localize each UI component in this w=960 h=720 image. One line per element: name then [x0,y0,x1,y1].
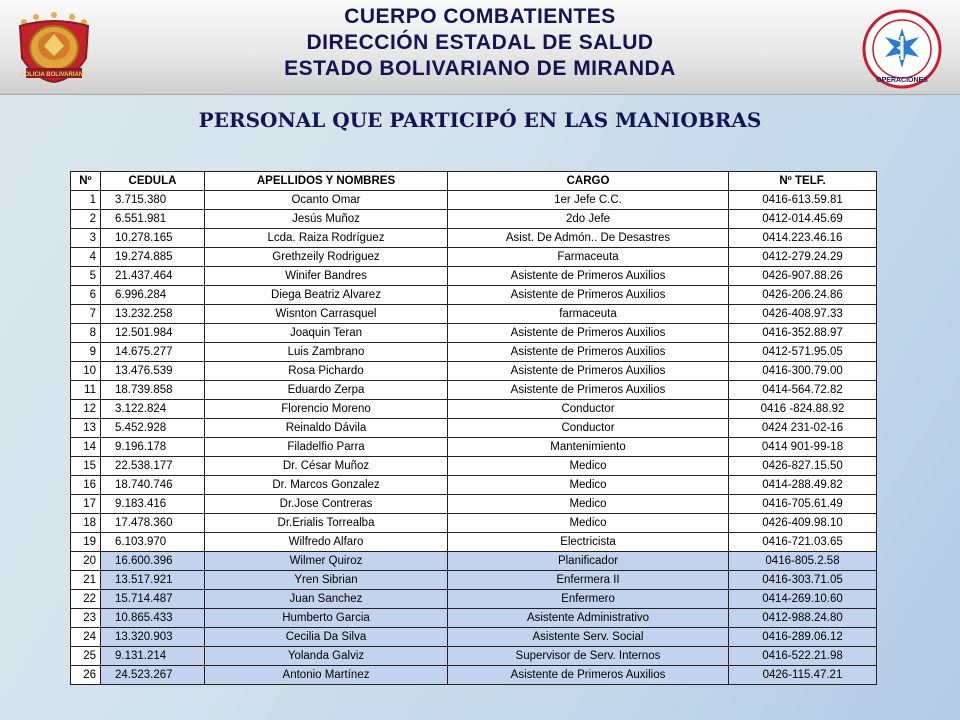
table-row [71,324,877,343]
row-phone: 0414-288.49.82 [729,476,877,495]
row-cedula: 9.196.178 [101,438,205,457]
row-phone: 0414-269.10.60 [729,590,877,609]
row-phone: 0412-279.24.29 [729,248,877,267]
row-name: Diega Beatriz Alvarez [205,286,448,305]
police-shield-logo [14,12,94,84]
row-phone: 0412-014.45.69 [729,210,877,229]
operations-emblem-logo [858,8,946,90]
table-row [71,476,877,495]
row-cargo: Medico [448,476,729,495]
row-cedula: 18.740.746 [101,476,205,495]
row-name: Dr.Erialis Torrealba [205,514,448,533]
row-phone: 0426-827.15.50 [729,457,877,476]
table-row [71,533,877,552]
header-phone: Nº TELF. [729,172,877,191]
row-number: 16 [71,476,101,495]
header-titles [180,4,780,82]
table-row [71,343,877,362]
row-name: Grethzeily Rodriguez [205,248,448,267]
row-cargo: 2do Jefe [448,210,729,229]
row-phone: 0416-522.21.98 [729,647,877,666]
row-number: 15 [71,457,101,476]
row-cedula: 13.232.258 [101,305,205,324]
table-row [71,666,877,685]
left-logo-text: POLICIA BOLIVARIANA [20,72,88,78]
table-row [71,210,877,229]
row-phone: 0426-907.88.26 [729,267,877,286]
row-phone: 0412-571.95.05 [729,343,877,362]
header-cargo: CARGO [448,172,729,191]
row-cargo: Asistente de Primeros Auxilios [448,324,729,343]
row-number: 5 [71,267,101,286]
table-row [71,438,877,457]
table-row [71,286,877,305]
row-cedula: 9.131.214 [101,647,205,666]
row-number: 11 [71,381,101,400]
row-cedula: 19.274.885 [101,248,205,267]
row-cargo: Conductor [448,400,729,419]
row-phone: 0416-805.2.58 [729,552,877,571]
table-row [71,229,877,248]
row-name: Luis Zambrano [205,343,448,362]
header-name: APELLIDOS Y NOMBRES [205,172,448,191]
row-cedula: 10.865.433 [101,609,205,628]
table-row [71,248,877,267]
row-phone: 0426-408.97.33 [729,305,877,324]
row-name: Dr. César Muñoz [205,457,448,476]
row-cedula: 24.523.267 [101,666,205,685]
row-name: Yren Sibrian [205,571,448,590]
row-name: Joaquin Teran [205,324,448,343]
row-cedula: 21.437.464 [101,267,205,286]
table-row [71,191,877,210]
table-row [71,267,877,286]
row-phone: 0416-721.03.65 [729,533,877,552]
row-number: 2 [71,210,101,229]
row-cargo: Planificador [448,552,729,571]
row-cargo: Asistente de Primeros Auxilios [448,666,729,685]
row-cargo: Asistente de Primeros Auxilios [448,286,729,305]
row-phone: 0424 231-02-16 [729,419,877,438]
row-number: 24 [71,628,101,647]
row-number: 22 [71,590,101,609]
row-phone: 0416-303.71.05 [729,571,877,590]
row-cargo: Enfermero [448,590,729,609]
row-cedula: 10.278.165 [101,229,205,248]
row-number: 8 [71,324,101,343]
header-line-2: DIRECCIÓN ESTADAL DE SALUD [306,31,654,54]
row-cargo: Asistente de Primeros Auxilios [448,343,729,362]
row-name: Wilfredo Alfaro [205,533,448,552]
row-cargo: Electricista [448,533,729,552]
row-cedula: 3.122.824 [101,400,205,419]
table-body [71,191,877,685]
row-cedula: 3.715.380 [101,191,205,210]
row-cedula: 9.183.416 [101,495,205,514]
row-cedula: 15.714.487 [101,590,205,609]
personnel-table [70,171,877,685]
row-cedula: 6.996.284 [101,286,205,305]
row-cargo: Asist. De Admón.. De Desastres [448,229,729,248]
row-cedula: 5.452.928 [101,419,205,438]
row-name: Filadelfio Parra [205,438,448,457]
row-cedula: 17.478.360 [101,514,205,533]
row-cedula: 18.739.858 [101,381,205,400]
row-number: 23 [71,609,101,628]
row-cargo: Mantenimiento [448,438,729,457]
row-cedula: 14.675.277 [101,343,205,362]
row-number: 1 [71,191,101,210]
table-header-row [71,172,877,191]
row-cargo: Enfermera II [448,571,729,590]
row-number: 20 [71,552,101,571]
row-name: Lcda. Raiza Rodríguez [205,229,448,248]
row-cargo: Medico [448,514,729,533]
row-phone: 0412-988.24.80 [729,609,877,628]
row-cedula: 12.501.984 [101,324,205,343]
row-number: 25 [71,647,101,666]
table-row [71,381,877,400]
row-name: Humberto Garcia [205,609,448,628]
row-name: Rosa Pichardo [205,362,448,381]
row-number: 6 [71,286,101,305]
table-row [71,457,877,476]
row-cargo: Medico [448,457,729,476]
table-row [71,571,877,590]
row-phone: 0416-352.88.97 [729,324,877,343]
row-name: Antonio Martínez [205,666,448,685]
row-phone: 0414-564.72.82 [729,381,877,400]
table-row [71,419,877,438]
row-cargo: Asistente de Primeros Auxilios [448,362,729,381]
row-cargo: Conductor [448,419,729,438]
row-cargo: Supervisor de Serv. Internos [448,647,729,666]
row-phone: 0426-409.98.10 [729,514,877,533]
header-banner [0,0,960,95]
row-name: Wilmer Quiroz [205,552,448,571]
header-number: Nº [71,172,101,191]
row-phone: 0416-289.06.12 [729,628,877,647]
page-title: PERSONAL QUE PARTICIPÓ EN LAS MANIOBRAS [198,108,762,132]
row-number: 4 [71,248,101,267]
row-cedula: 13.320.903 [101,628,205,647]
row-name: Juan Sanchez [205,590,448,609]
row-name: Jesús Muñoz [205,210,448,229]
row-cargo: 1er Jefe C.C. [448,191,729,210]
row-number: 26 [71,666,101,685]
row-name: Dr.Jose Contreras [205,495,448,514]
row-cedula: 13.476.539 [101,362,205,381]
header-line-3: ESTADO BOLIVARIANO DE MIRANDA [284,57,676,80]
row-cargo: Farmaceuta [448,248,729,267]
row-name: Wisnton Carrasquel [205,305,448,324]
row-phone: 0426-115.47.21 [729,666,877,685]
row-number: 14 [71,438,101,457]
table-row [71,495,877,514]
row-number: 9 [71,343,101,362]
row-number: 3 [71,229,101,248]
row-cargo: Asistente de Primeros Auxilios [448,267,729,286]
row-number: 21 [71,571,101,590]
row-phone: 0414.223.46.16 [729,229,877,248]
row-name: Yolanda Galviz [205,647,448,666]
row-phone: 0416-613.59.81 [729,191,877,210]
row-number: 13 [71,419,101,438]
row-cedula: 6.551.981 [101,210,205,229]
table-row [71,590,877,609]
table-row [71,647,877,666]
header-cedula: CEDULA [101,172,205,191]
row-name: Reinaldo Dávila [205,419,448,438]
row-number: 17 [71,495,101,514]
table-row [71,552,877,571]
table-row [71,362,877,381]
row-number: 19 [71,533,101,552]
row-number: 10 [71,362,101,381]
table-row [71,514,877,533]
row-number: 7 [71,305,101,324]
row-cargo: farmaceuta [448,305,729,324]
row-name: Florencio Moreno [205,400,448,419]
row-cedula: 13.517.921 [101,571,205,590]
table-row [71,400,877,419]
row-name: Cecilia Da Silva [205,628,448,647]
row-name: Dr. Marcos Gonzalez [205,476,448,495]
row-number: 12 [71,400,101,419]
row-phone: 0416 -824.88.92 [729,400,877,419]
row-cedula: 16.600.396 [101,552,205,571]
header-line-1: CUERPO COMBATIENTES [344,5,616,28]
row-cargo: Asistente Administrativo [448,609,729,628]
row-phone: 0426-206.24.86 [729,286,877,305]
row-cedula: 6.103.970 [101,533,205,552]
row-phone: 0416-300.79.00 [729,362,877,381]
row-number: 18 [71,514,101,533]
row-name: Eduardo Zerpa [205,381,448,400]
row-cedula: 22.538.177 [101,457,205,476]
table-row [71,609,877,628]
right-logo-text: OPERACIONES [876,77,928,84]
row-cargo: Asistente de Primeros Auxilios [448,381,729,400]
table-row [71,628,877,647]
row-phone: 0416-705.61.49 [729,495,877,514]
row-phone: 0414 901-99-18 [729,438,877,457]
row-cargo: Asistente Serv. Social [448,628,729,647]
row-name: Ocanto Omar [205,191,448,210]
row-cargo: Medico [448,495,729,514]
table-row [71,305,877,324]
row-name: Winifer Bandres [205,267,448,286]
